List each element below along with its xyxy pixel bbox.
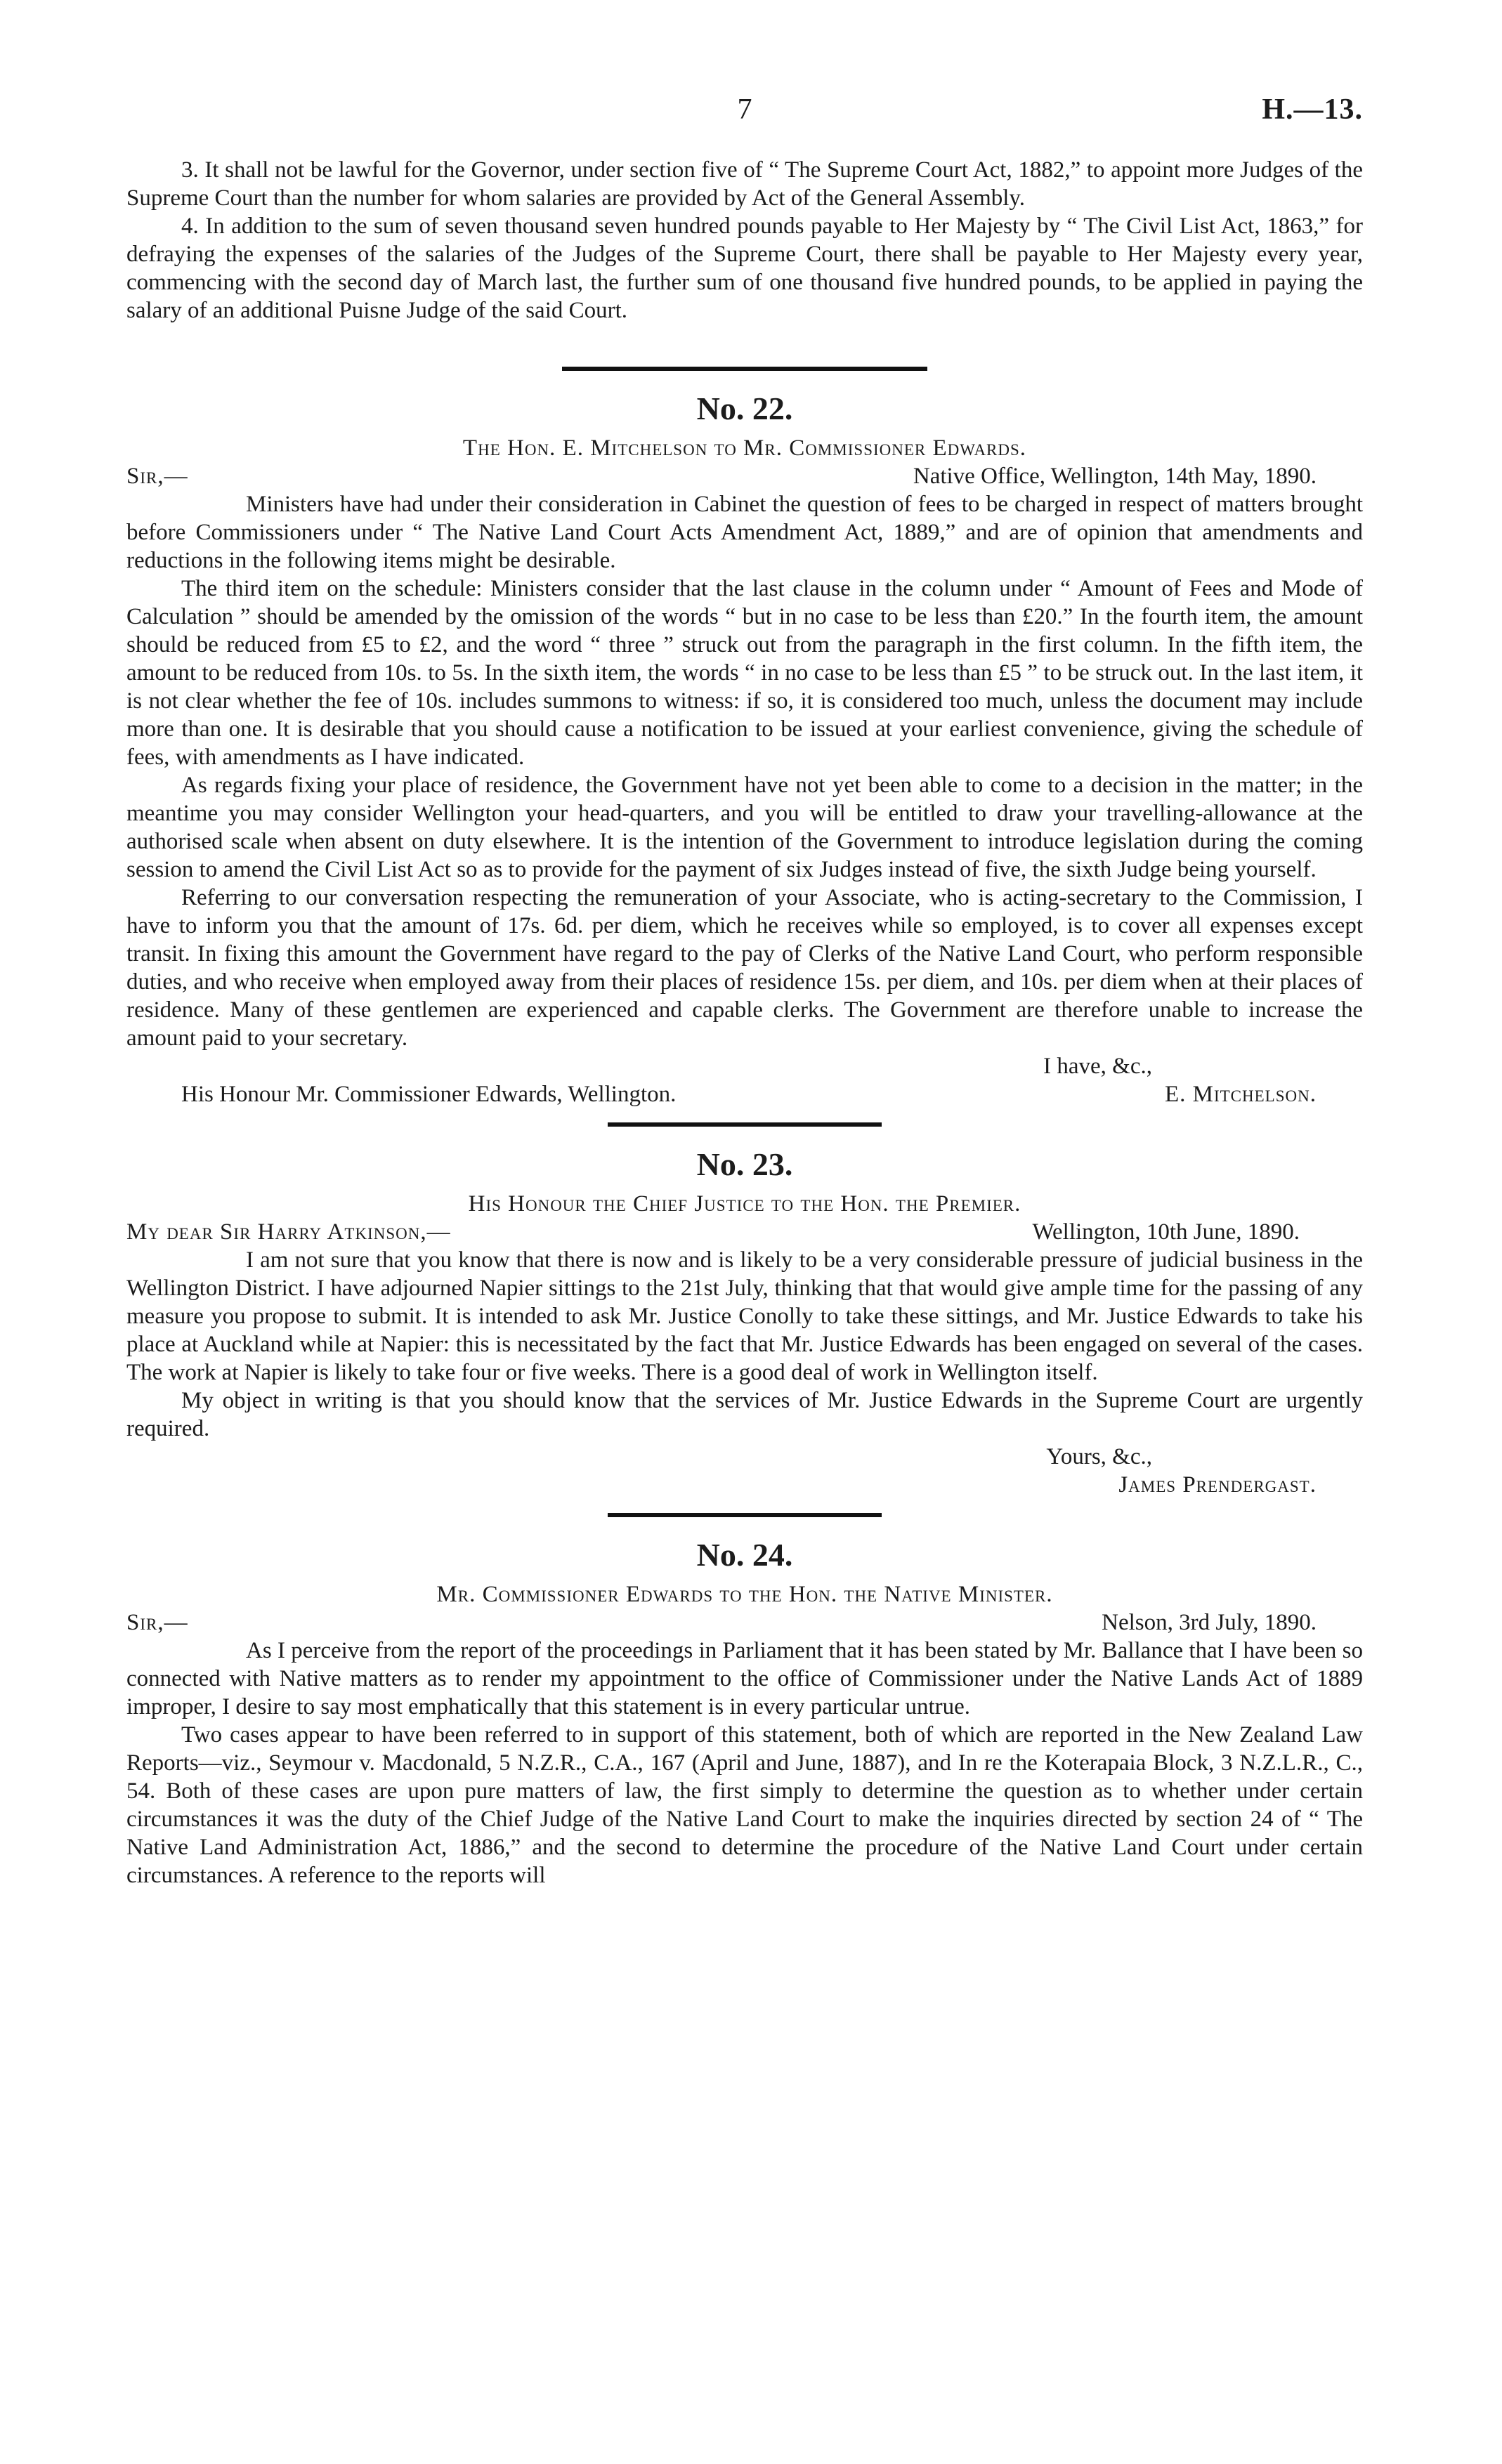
salutation-row — [126, 1608, 1363, 1637]
salutation: My dear Sir Harry Atkinson,— — [126, 1219, 451, 1245]
place-date: Nelson, 3rd July, 1890. — [1102, 1610, 1317, 1635]
letter-no-24 — [126, 1535, 1363, 1889]
letter-paragraph: Ministers have had under their consideration in Cabinet the question of fees to be charged in respect of matters brought before Commissioners under “ The Native Land Court Acts Amendment Act, 1889,” and are of opinion that amendments and reductions in the following items might be desirable. — [126, 492, 1363, 573]
letter-number: No. 23. — [696, 1146, 793, 1182]
bill-clauses — [126, 156, 1363, 325]
clause-4: 4. In addition to the sum of seven thousand seven hundred pounds payable to Her Majesty by “ The Civil List Act, 1863,” for defraying the expenses of the salaries of the Judges of the Supreme Court, there shall be payable to Her Majesty every year, commencing with the second day of March last, the further sum of one thousand five hundred pounds, to be applied in paying the salary of an additional Puisne Judge of the said Court. — [126, 214, 1363, 323]
letter-no-22 — [126, 389, 1363, 1108]
letter-number: No. 24. — [696, 1537, 793, 1573]
letter-paragraph: Referring to our conversation respecting the remuneration of your Associate, who is acting-secretary to the Commission, I have to inform you that the amount of 17s. 6d. per diem, which he receives while so employed, is to cover all expenses except transit. In fixing this amount the Government have regard to the pay of Clerks of the Native Land Court, who perform responsible duties, and who receive when employed away from their places of residence 15s. per diem, and 10s. per diem when at their places of residence. Many of these gentlemen are experienced and capable clerks. The Government are therefore unable to increase the amount paid to your secretary. — [126, 885, 1363, 1051]
page-number: 7 — [737, 93, 752, 126]
letter-number: No. 22. — [696, 391, 793, 426]
addressee: His Honour Mr. Commissioner Edwards, Wellington. — [181, 1082, 677, 1107]
place-date: Wellington, 10th June, 1890. — [1032, 1219, 1300, 1245]
letter-no-23 — [126, 1145, 1363, 1499]
signature: James Prendergast. — [1118, 1472, 1317, 1498]
place-date: Native Office, Wellington, 14th May, 1890. — [913, 464, 1317, 489]
letter-paragraph: As I perceive from the report of the proceedings in Parliament that it has been stated by Mr. Ballance that I have been so connected with Native matters as to render my appointment to the office of Commissioner under the Native Lands Act of 1889 improper, I desire to say most emphatically that this statement is in every particular untrue. — [126, 1638, 1363, 1719]
closing: Yours, &c., — [1046, 1444, 1152, 1469]
document-body — [126, 156, 1363, 1889]
letter-from-to: His Honour the Chief Justice to the Hon. the Premier. — [468, 1191, 1021, 1217]
closing: I have, &c., — [1043, 1054, 1152, 1079]
letter-paragraph: As regards fixing your place of residence, the Government have not yet been able to come to a decision in the matter; in the meantime you may consider Wellington your head-quarters, and you will be entitled to draw your travelling-allowance at the authorised scale when absent on duty elsewhere. It is the intention of the Government to introduce legislation during the coming session to amend the Civil List Act so as to provide for the payment of six Judges instead of five, the sixth Judge being yourself. — [126, 773, 1363, 882]
letter-paragraph: I am not sure that you know that there is now and is likely to be a very considerable pressure of judicial business in the Wellington District. I have adjourned Napier sittings to the 21st July, thinking that that would give ample time for the passing of any measure you propose to submit. It is intended to ask Mr. Justice Conolly to take these sittings, and Mr. Justice Edwards to take his place at Auckland while at Napier: this is necessitated by the fact that Mr. Justice Edwards has been engaged on several of the cases. The work at Napier is likely to take four or five weeks. There is a good deal of work in Wellington itself. — [126, 1247, 1363, 1385]
letter-from-to: The Hon. E. Mitchelson to Mr. Commissioner Edwards. — [462, 435, 1027, 461]
salutation: Sir,— — [126, 464, 188, 489]
salutation-row — [126, 1218, 1363, 1246]
signoff-row — [126, 1080, 1363, 1108]
salutation-row — [126, 462, 1363, 490]
letter-paragraph: My object in writing is that you should know that the services of Mr. Justice Edwards in the Supreme Court are urgently required. — [126, 1388, 1363, 1441]
running-head — [126, 93, 1363, 135]
salutation: Sir,— — [126, 1610, 188, 1635]
clause-3: 3. It shall not be lawful for the Governor, under section five of “ The Supreme Court Act, 1882,” to appoint more Judges of the Supreme Court than the number for whom salaries are provided by Act of the General Assembly. — [126, 157, 1363, 211]
letter-paragraph: The third item on the schedule: Ministers consider that the last clause in the column under “ Amount of Fees and Mode of Calculation ” should be amended by the omission of the words “ but in no case to be less than £20.” In the fourth item, the amount should be reduced from £5 to £2, and the word “ three ” struck out from the paragraph in the first column. In the fifth item, the amount to be reduced from 10s. to 5s. In the sixth item, the words “ in no case to be less than £5 ” to be struck out. In the last item, it is not clear whether the fee of 10s. includes summons to witness: if so, it is considered too much, unless the document may include more than one. It is desirable that you should cause a notification to be issued at your earliest convenience, giving the schedule of fees, with amendments as I have indicated. — [126, 576, 1363, 770]
final-paragraph-row — [126, 1387, 1363, 1443]
paper-reference: H.—13. — [1262, 93, 1363, 126]
letter-from-to: Mr. Commissioner Edwards to the Hon. the Native Minister. — [436, 1582, 1053, 1607]
signature: E. Mitchelson. — [1164, 1082, 1317, 1107]
letter-paragraph: Two cases appear to have been referred to in support of this statement, both of which are reported in the New Zealand Law Reports—viz., Seymour v. Macdonald, 5 N.Z.R., C.A., 167 (April and June, 1887), and In re the Koterapaia Block, 3 N.Z.L.R., C., 54. Both of these cases are upon pure matters of law, the first simply to determine the question as to whether under certain circumstances it was the duty of the Chief Judge of the Native Land Court to make the inquiries directed by section 24 of “ The Native Land Administration Act, 1886,” and the second to determine the procedure of the Native Land Court under certain circumstances. A reference to the reports will — [126, 1722, 1363, 1888]
